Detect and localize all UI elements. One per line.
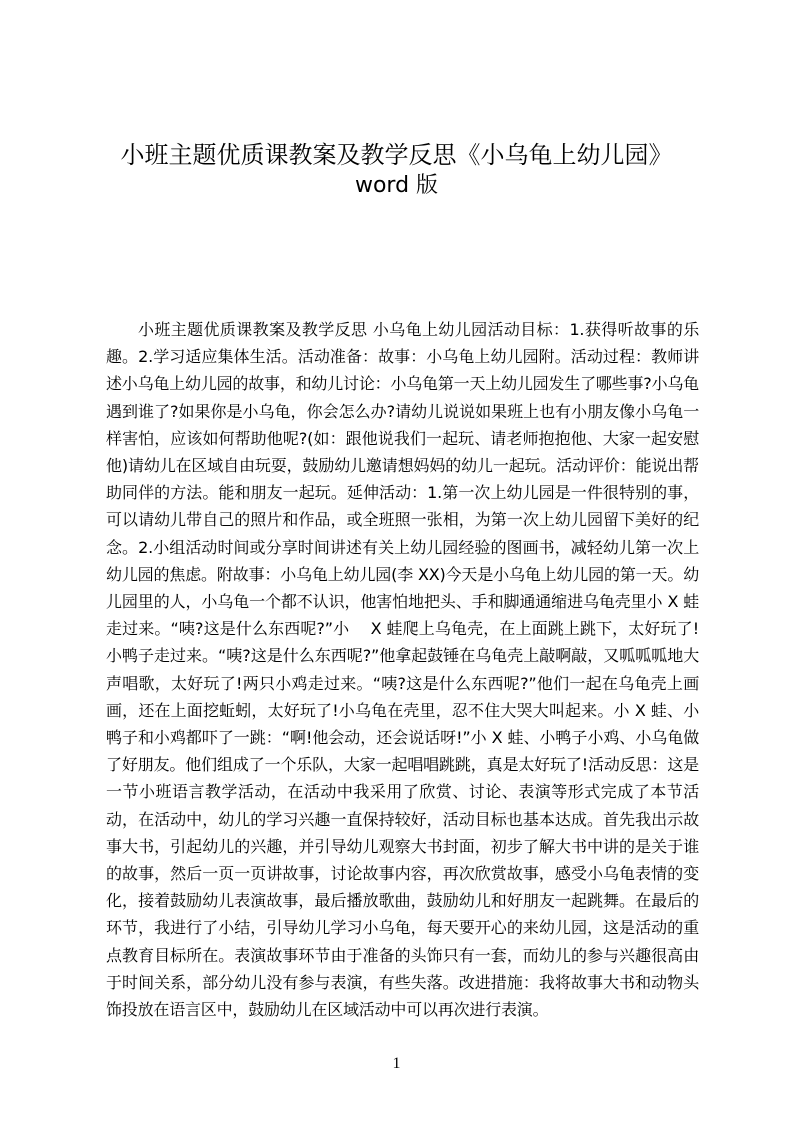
document-subtitle: word 版 bbox=[354, 173, 439, 198]
page-number: 1 bbox=[392, 1055, 401, 1072]
document-title: 小班主题优质课教案及教学反思《小乌龟上幼儿园》 bbox=[120, 141, 673, 169]
body-paragraph: 小班主题优质课教案及教学反思 小乌龟上幼儿园活动目标：1.获得听故事的乐趣。2.学习适应集体生活。活动准备：故事：小乌龟上幼儿园附。活动过程：教师讲述小乌龟上幼儿园的故事，和幼儿讨论：小乌龟第一天上幼儿园发生了哪些事?小乌龟遇到谁了?如果你是小乌龟，你会怎么办?请幼儿说说如果班上也有小朋友像小乌龟一样害怕，应该如何帮助他呢?(如：跟他说我们一起玩、请老师抱抱他、大家一起安慰他)请幼儿在区域自由玩耍，鼓励幼儿邀请想妈妈的幼儿一起玩。活动评价：能说出帮助同伴的方法。能和朋友一起玩。延伸活动：1.第一次上幼儿园是一件很特别的事，可以请幼儿带自己的照片和作品，或全班照一张相，为第一次上幼儿园留下美好的纪念。2.小组活动时间或分享时间讲述有关上幼儿园经验的图画书，减轻幼儿第一次上幼儿园的焦虑。附故事：小乌龟上幼儿园(李 XX)今天是小乌龟上幼儿园的第一天。幼儿园里的人，小乌龟一个都不认识，他害怕地把头、手和脚通通缩进乌龟壳里小 X 蛙走过来。“咦?这是什么东西呢?”小 X 蛙爬上乌龟壳，在上面跳上跳下，太好玩了!小鸭子走过来。“咦?这是什么东西呢?”他拿起鼓锤在乌龟壳上敲啊敲，又呱呱呱地大声唱歌，太好玩了!两只小鸡走过来。“咦?这是什么东西呢?”他们一起在乌龟壳上画画，还在上面挖蚯蚓，太好玩了!小乌龟在壳里，忍不住大哭大叫起来。小 X 蛙、小鸭子和小鸡都吓了一跳：“啊!他会动，还会说话呀!”小 X 蛙、小鸭子小鸡、小乌龟做了好朋友。他们组成了一个乐队，大家一起唱唱跳跳，真是太好玩了!活动反思：这是一节小班语言教学活动，在活动中我采用了欣赏、讨论、表演等形式完成了本节活动，在活动中，幼儿的学习兴趣一直保持较好，活动目标也基本达成。首先我出示故事大书，引起幼儿的兴趣，并引导幼儿观察大书封面，初步了解大书中讲的是关于谁的故事，然后一页一页讲故事，讨论故事内容，再次欣赏故事，感受小乌龟表情的变化，接着鼓励幼儿表演故事，最后播放歌曲，鼓励幼儿和好朋友一起跳舞。在最后的环节，我进行了小结，引导幼儿学习小乌龟，每天要开心的来幼儿园，这是活动的重点教育目标所在。表演故事环节由于准备的头饰只有一套，而幼儿的参与兴趣很高由于时间关系，部分幼儿没有参与表演，有些失落。改进措施：我将故事大书和动物头饰投放在语言区中，鼓励幼儿在区域活动中可以再次进行表演。 bbox=[106, 320, 699, 1020]
